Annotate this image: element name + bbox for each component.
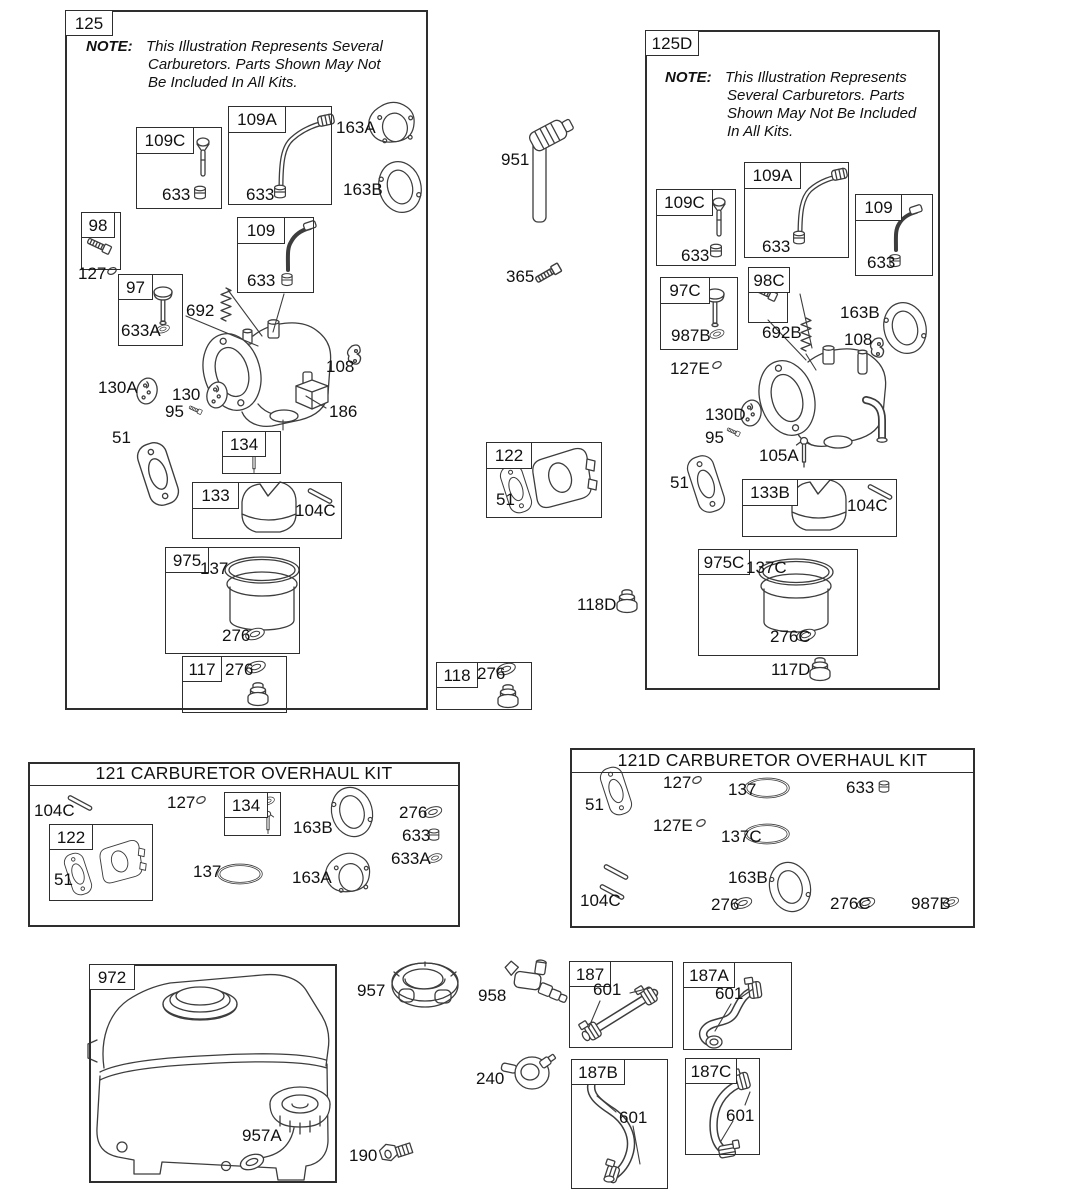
l125d-633-109: 633	[867, 253, 896, 272]
l117-276: 276	[225, 660, 254, 679]
l125d-51: 51	[670, 473, 689, 492]
l125-137: 137	[200, 559, 229, 578]
tag-122-kit: 122	[49, 824, 93, 850]
l118d: 118D	[577, 595, 617, 614]
l125-127: 127	[78, 264, 107, 283]
l125-95: 95	[165, 402, 184, 421]
l125d-95: 95	[705, 428, 724, 447]
l190: 190	[349, 1146, 378, 1165]
box-972	[89, 964, 337, 1183]
note125d-line3: Shown May Not Be Included	[727, 105, 917, 122]
k121d-633: 633	[846, 778, 875, 797]
note125d-line2: Several Carburetors. Parts	[727, 87, 905, 104]
tag-97: 97	[118, 274, 153, 300]
tag-117: 117	[182, 656, 222, 682]
tag-187c: 187C	[685, 1058, 737, 1084]
l125d-987b: 987B	[671, 326, 711, 345]
l125-51: 51	[112, 428, 131, 447]
fuel-cap-957	[392, 962, 458, 1007]
tag-109-right: 109	[855, 194, 902, 221]
l125-163a: 163A	[336, 118, 376, 137]
k121d-127e: 127E	[653, 816, 693, 835]
tag-134-kit: 134	[224, 792, 268, 818]
k121-163b: 163B	[293, 818, 333, 837]
l125d-117d: 117D	[771, 660, 811, 679]
tag-972: 972	[89, 964, 135, 990]
k121-163a: 163A	[292, 868, 332, 887]
kit-121-title: 121 CARBURETOR OVERHAUL KIT	[28, 762, 460, 786]
l125d-633-109c: 633	[681, 246, 710, 265]
k121-127: 127	[167, 793, 196, 812]
tag-118: 118	[436, 662, 478, 688]
l125d-130d: 130D	[705, 405, 746, 424]
note125d-line4: In All Kits.	[727, 123, 794, 140]
tag-125d: 125D	[645, 30, 699, 56]
l125d-127e: 127E	[670, 359, 710, 378]
k121d-276: 276	[711, 895, 740, 914]
tag-109-left: 109	[237, 217, 285, 244]
l125d-276c: 276C	[770, 627, 811, 646]
k121d-276c: 276C	[830, 894, 871, 913]
note125-line3: Be Included In All Kits.	[148, 74, 298, 91]
l122-51: 51	[496, 490, 515, 509]
l187b-601: 601	[619, 1108, 648, 1127]
l125-692: 692	[186, 301, 215, 320]
l118-276: 276	[477, 664, 506, 683]
tag-97c: 97C	[660, 277, 710, 304]
tag-109a-right: 109A	[744, 162, 801, 189]
k121-633a: 633A	[391, 849, 431, 868]
fuel-filter-240	[501, 1053, 557, 1089]
tag-109a-left: 109A	[228, 106, 286, 133]
l957: 957	[357, 981, 386, 1000]
tag-133: 133	[192, 482, 239, 509]
l125d-137c: 137C	[746, 558, 787, 577]
l125-130a: 130A	[98, 378, 138, 397]
nut-118d	[617, 590, 637, 613]
l125d-104c: 104C	[847, 496, 888, 515]
screw-365	[534, 263, 561, 284]
l187c-601: 601	[726, 1106, 755, 1125]
k121d-137: 137	[728, 780, 757, 799]
l125d-692b: 692B	[762, 323, 802, 342]
tag-98: 98	[81, 212, 115, 238]
k121-276: 276	[399, 803, 428, 822]
tag-187a: 187A	[683, 962, 735, 988]
l125-633-109c: 633	[162, 185, 191, 204]
tag-125: 125	[65, 10, 113, 36]
pickup-tube-951	[528, 114, 576, 222]
l125-108: 108	[326, 357, 355, 376]
l951: 951	[501, 150, 530, 169]
k121d-987b: 987B	[911, 894, 951, 913]
l125d-108: 108	[844, 330, 873, 349]
l125-163b: 163B	[343, 180, 383, 199]
tag-975: 975	[165, 547, 209, 573]
k121-633: 633	[402, 826, 431, 845]
l125d-163b: 163B	[840, 303, 880, 322]
note125-line1: This Illustration Represents Several	[146, 38, 383, 55]
k121d-104c: 104C	[580, 891, 621, 910]
tag-109c-left: 109C	[136, 127, 194, 154]
k121d-163b: 163B	[728, 868, 768, 887]
k121d-51: 51	[585, 795, 604, 814]
k121d-127: 127	[663, 773, 692, 792]
l240: 240	[476, 1069, 505, 1088]
l125-633a: 633A	[121, 321, 161, 340]
k121-104c: 104C	[34, 801, 75, 820]
l365: 365	[506, 267, 535, 286]
fuel-valve-958	[501, 955, 572, 1003]
tag-187b: 187B	[571, 1059, 625, 1085]
l957a: 957A	[242, 1126, 282, 1145]
l125-186: 186	[329, 402, 358, 421]
bolt-190	[378, 1137, 413, 1163]
tag-133b: 133B	[742, 479, 798, 506]
l125d-633-109a: 633	[762, 237, 791, 256]
l125-633-109a: 633	[246, 185, 275, 204]
l125-276: 276	[222, 626, 251, 645]
l125-104c: 104C	[295, 501, 336, 520]
l125-130: 130	[172, 385, 201, 404]
k121-137: 137	[193, 862, 222, 881]
tag-122-middle: 122	[486, 442, 532, 469]
note125d-line1: This Illustration Represents	[725, 69, 907, 86]
k121-51: 51	[54, 870, 73, 889]
l958: 958	[478, 986, 507, 1005]
tag-98c: 98C	[748, 267, 790, 293]
note125d-prefix: NOTE:	[665, 69, 712, 86]
l125-633-109: 633	[247, 271, 276, 290]
l125d-105a: 105A	[759, 446, 799, 465]
l187a-601: 601	[715, 984, 744, 1003]
note125-line2: Carburetors. Parts Shown May Not	[148, 56, 381, 73]
tag-134-left: 134	[222, 431, 266, 457]
l187-601: 601	[593, 980, 622, 999]
tag-187: 187	[569, 961, 611, 987]
k121d-137c: 137C	[721, 827, 762, 846]
kit-121d-title: 121D CARBURETOR OVERHAUL KIT	[570, 748, 975, 773]
note125-prefix: NOTE:	[86, 38, 133, 55]
tag-975c: 975C	[698, 549, 750, 575]
tag-109c-right: 109C	[656, 189, 713, 216]
